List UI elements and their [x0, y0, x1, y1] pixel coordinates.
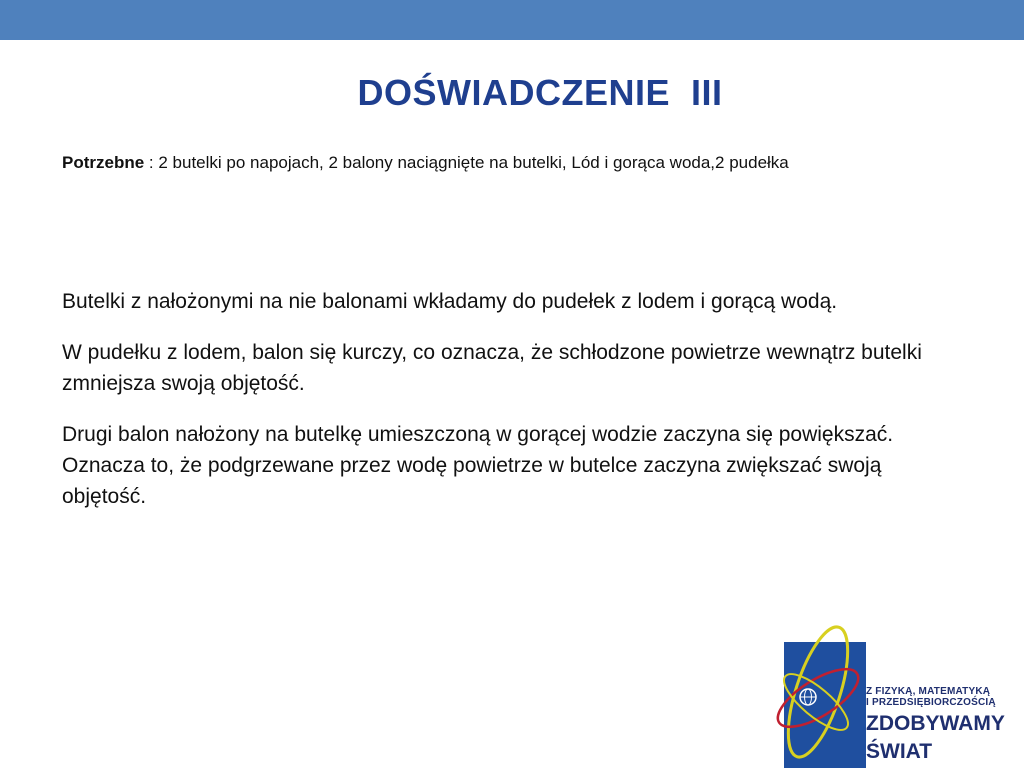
slide-title: DOŚWIADCZENIE III — [357, 72, 723, 113]
logo-line-4: ŚWIAT — [866, 740, 933, 763]
logo-line-3: ZDOBYWAMY — [866, 712, 1005, 735]
requirements-text — [62, 150, 962, 175]
project-logo — [770, 622, 1024, 768]
logo-line-2: I PRZEDSIĘBIORCZOŚCIĄ — [866, 697, 996, 708]
logo-text — [866, 686, 1024, 764]
logo-panel — [784, 642, 866, 768]
logo-line-1: Z FIZYKĄ, MATEMATYKĄ — [866, 686, 991, 697]
paragraph-2: W pudełku z lodem, balon się kurczy, co oznacza, że schłodzone powietrze wewnątrz butelki zmniejsza swoją objętość. — [62, 341, 922, 395]
requirements-label: Potrzebne — [62, 153, 145, 172]
requirements-list: : 2 butelki po napojach, 2 balony naciągnięte na butelki, Lód i gorąca woda,2 pudełka — [144, 153, 789, 172]
paragraph-1: Butelki z nałożonymi na nie balonami wkładamy do pudełek z lodem i gorącą wodą. — [62, 290, 838, 313]
paragraph-3: Drugi balon nałożony na butelkę umieszczoną w gorącej wodzie zaczyna się powiększać. Oznacza to, że podgrzewane przez wodę powietrze w butelce zaczyna zwiększać swoją objętość. — [62, 423, 894, 508]
top-bar — [0, 0, 1024, 40]
body-text — [62, 286, 962, 532]
